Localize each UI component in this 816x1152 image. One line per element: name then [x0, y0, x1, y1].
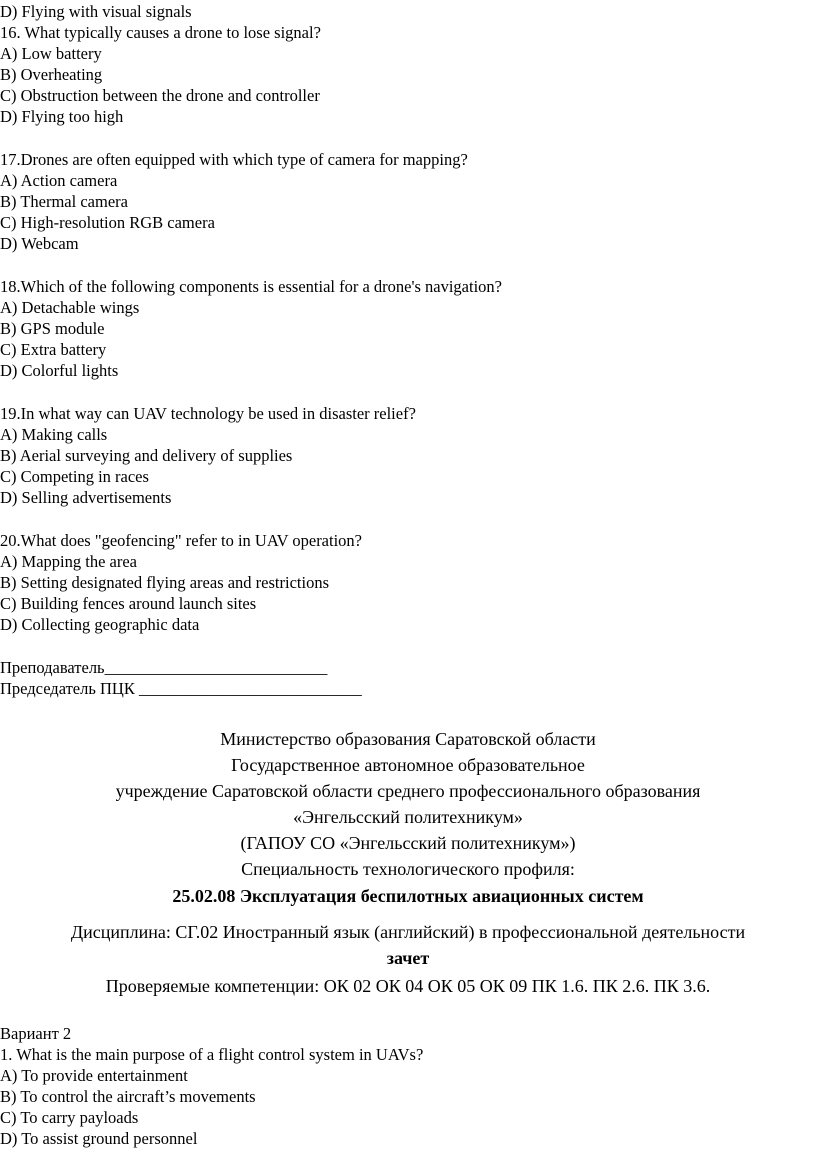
option-c: C) Extra battery — [0, 340, 107, 359]
option-a: A) Mapping the area — [0, 552, 137, 571]
specialty-title: 25.02.08 Эксплуатация беспилотных авиационных систем — [172, 886, 644, 906]
specialty-label: Специальность технологического профиля: — [241, 859, 575, 879]
institution-abbreviation: (ГАПОУ СО «Энгельсский политехникум») — [240, 833, 576, 853]
option-d: D) Selling advertisements — [0, 488, 172, 507]
option-c: C) Building fences around launch sites — [0, 594, 257, 613]
option-d: D) Colorful lights — [0, 361, 119, 380]
option-c: C) To carry payloads — [0, 1108, 139, 1127]
institution-line-3: «Энгельсский политехникум» — [293, 807, 523, 827]
option-c: C) Obstruction between the drone and controller — [0, 86, 320, 105]
question-text: 1. What is the main purpose of a flight control system in UAVs? — [0, 1045, 424, 1064]
option-d: D) Webcam — [0, 234, 79, 253]
institution-line-2: учреждение Саратовской области среднего профессионального образования — [115, 781, 701, 801]
option-b: B) Thermal camera — [0, 192, 128, 211]
competencies: Проверяемые компетенции: ОК 02 ОК 04 ОК 05 ОК 09 ПК 1.6. ПК 2.6. ПК 3.6. — [105, 976, 711, 996]
option-b: B) Aerial surveying and delivery of supplies — [0, 446, 293, 465]
question-text: 17.Drones are often equipped with which type of camera for mapping? — [0, 150, 468, 169]
ministry-name: Министерство образования Саратовской области — [220, 729, 596, 749]
option-c: C) Competing in races — [0, 467, 149, 486]
option-a: A) Detachable wings — [0, 298, 140, 317]
option-d: D) Flying too high — [0, 107, 124, 126]
option-d: D) Collecting geographic data — [0, 615, 200, 634]
assessment-type: зачет — [386, 948, 430, 968]
option-d: D) To assist ground personnel — [0, 1129, 198, 1148]
option-c: C) High-resolution RGB camera — [0, 213, 215, 232]
question-text: 18.Which of the following components is essential for a drone's navigation? — [0, 277, 502, 296]
option-a: A) To provide entertainment — [0, 1066, 188, 1085]
option-b: B) To control the aircraft’s movements — [0, 1087, 256, 1106]
option-a: A) Making calls — [0, 425, 108, 444]
teacher-signature-line: Преподаватель___________________________ — [0, 658, 328, 677]
option-a: A) Action camera — [0, 171, 118, 190]
option-b: B) Overheating — [0, 65, 103, 84]
option-b: B) Setting designated flying areas and restrictions — [0, 573, 330, 592]
option-b: B) GPS module — [0, 319, 105, 338]
institution-line-1: Государственное автономное образовательное — [231, 755, 585, 775]
question-text: 20.What does "geofencing" refer to in UAV operation? — [0, 531, 363, 550]
question-text: 19.In what way can UAV technology be used in disaster relief? — [0, 404, 416, 423]
chair-signature-line: Председатель ПЦК ___________________________ — [0, 679, 362, 698]
option-a: A) Low battery — [0, 44, 102, 63]
prev-option-d: D) Flying with visual signals — [0, 2, 192, 21]
discipline: Дисциплина: СГ.02 Иностранный язык (английский) в профессиональной деятельности — [70, 922, 746, 942]
variant-label: Вариант 2 — [0, 1024, 72, 1043]
question-text: 16. What typically causes a drone to lose signal? — [0, 23, 321, 42]
